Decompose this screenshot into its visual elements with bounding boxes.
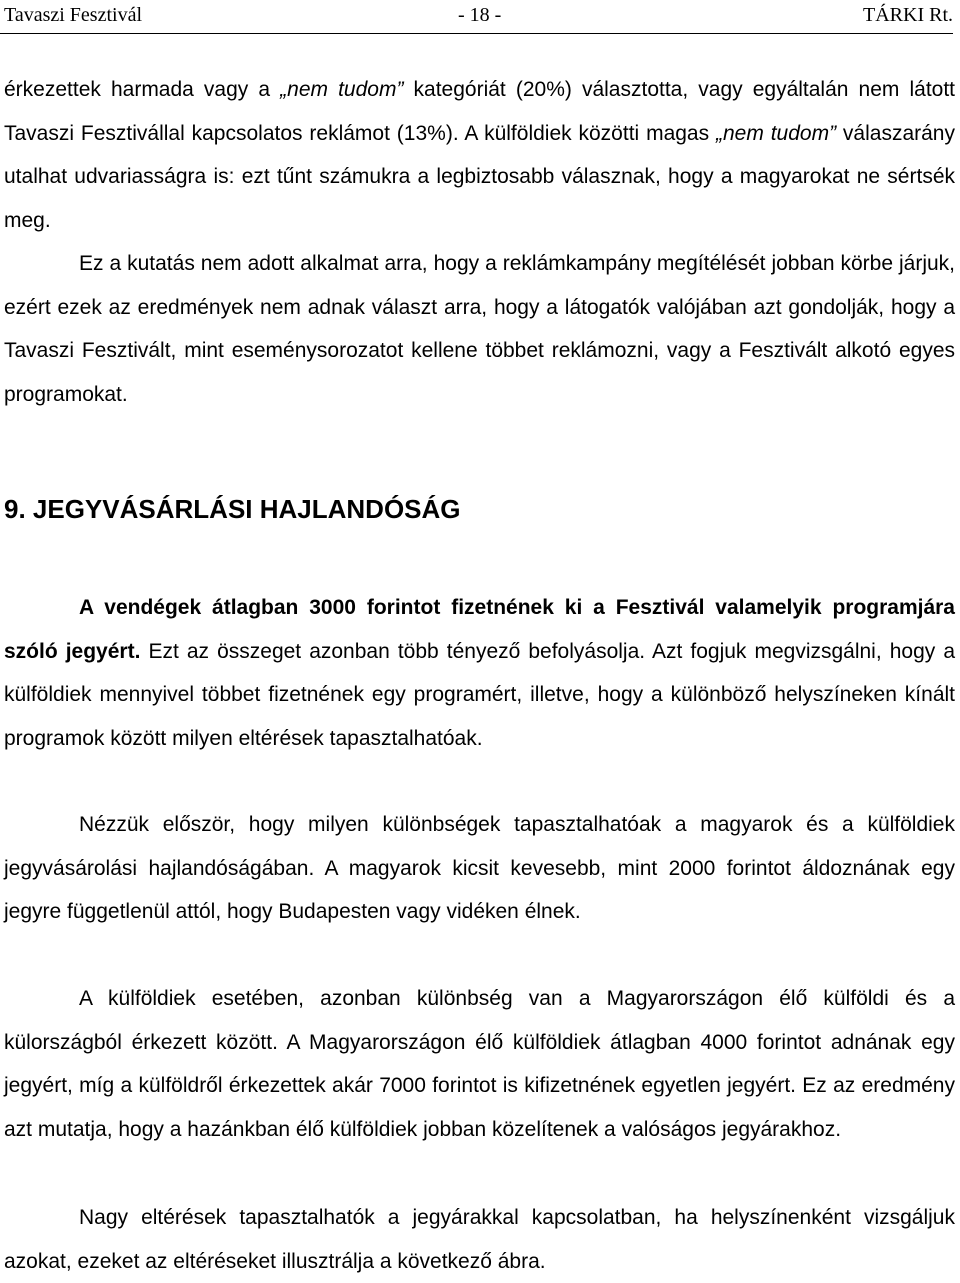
paragraph-2-text: Ez a kutatás nem adott alkalmat arra, hogy a reklámkampány megítélését jobban körbe járjuk, ezért ezek az eredmények nem adnak választ arra, hogy a látogatók valójában azt gondolják, hogy a Tavaszi Fesztivált, mint eseménysorozatot kellene többet reklámozni, vagy a Fesztivált alkotó egyes programokat. xyxy=(4,252,955,406)
paragraph-3-text: Ezt az összeget azonban több tényező befolyásolja. Azt fogjuk megvizsgálni, hogy a külföldiek mennyivel többet fizetnének egy programért, illetve, hogy a különböző helyszíneken kínált programok között milyen eltérések tapasztalhatóak. xyxy=(4,639,955,750)
paragraph-1-emphasis-a: „nem tudom” xyxy=(280,78,404,101)
header-publisher: TÁRKI Rt. xyxy=(863,4,953,26)
paragraph-5 xyxy=(4,977,955,1151)
section-heading: 9. JEGYVÁSÁRLÁSI HAJLANDÓSÁG xyxy=(4,494,461,524)
paragraph-6-text: Nagy eltérések tapasztalhatók a jegyárakkal kapcsolatban, ha helyszínenként vizsgáljuk azokat, ezeket az eltéréseket illusztrálja a következő ábra. xyxy=(4,1206,955,1273)
paragraph-6 xyxy=(4,1196,955,1283)
paragraph-1-text-a: érkezettek harmada vagy a xyxy=(4,78,281,101)
paragraph-4-text: Nézzük először, hogy milyen különbségek tapasztalhatóak a magyarok és a külföldiek jegyvásárolási hajlandóságában. A magyarok kicsit kevesebb, mint 2000 forintot áldoznának egy jegyre függetlenül attól, hogy Budapesten vagy vidéken élnek. xyxy=(4,813,955,923)
header-page-number: - 18 - xyxy=(458,4,502,26)
paragraph-3-bold-lead: A vendégek átlagban 3000 forintot fizetnének ki a Fesztivál valamelyik programjára szóló jegyért. xyxy=(4,596,955,663)
paragraph-2 xyxy=(4,242,955,416)
paragraph-4 xyxy=(4,803,955,934)
paragraph-1 xyxy=(4,68,955,242)
paragraph-1-text-b: kategóriát (20%) választotta, vagy egyáltalán nem látott Tavaszi Fesztivállal kapcsolatos reklámot (13%). A külföldiek közötti magas xyxy=(4,78,956,145)
paragraph-5-text: A külföldiek esetében, azonban különbség van a Magyarországon élő külföldi és a külországból érkezett között. A Magyarországon élő külföldiek átlagban 4000 forintot adnának egy jegyért, míg a külföldről érkezettek akár 7000 forintot is kifizetnének egyetlen jegyért. Ez az eredmény azt mutatja, hogy a hazánkban élő külföldiek jobban közelítenek a valóságos jegyárakhoz. xyxy=(4,987,955,1141)
paragraph-1-emphasis-b: „nem tudom” xyxy=(715,121,837,145)
header-document-title: Tavaszi Fesztivál xyxy=(4,4,142,26)
paragraph-3 xyxy=(4,586,955,760)
page-header xyxy=(0,0,953,34)
paragraph-1-text-c: válaszarány utalhat udvariasságra is: ezt tűnt számukra a legbiztosabb válasznak, hogy a magyarokat ne sértsék meg. xyxy=(4,121,955,232)
